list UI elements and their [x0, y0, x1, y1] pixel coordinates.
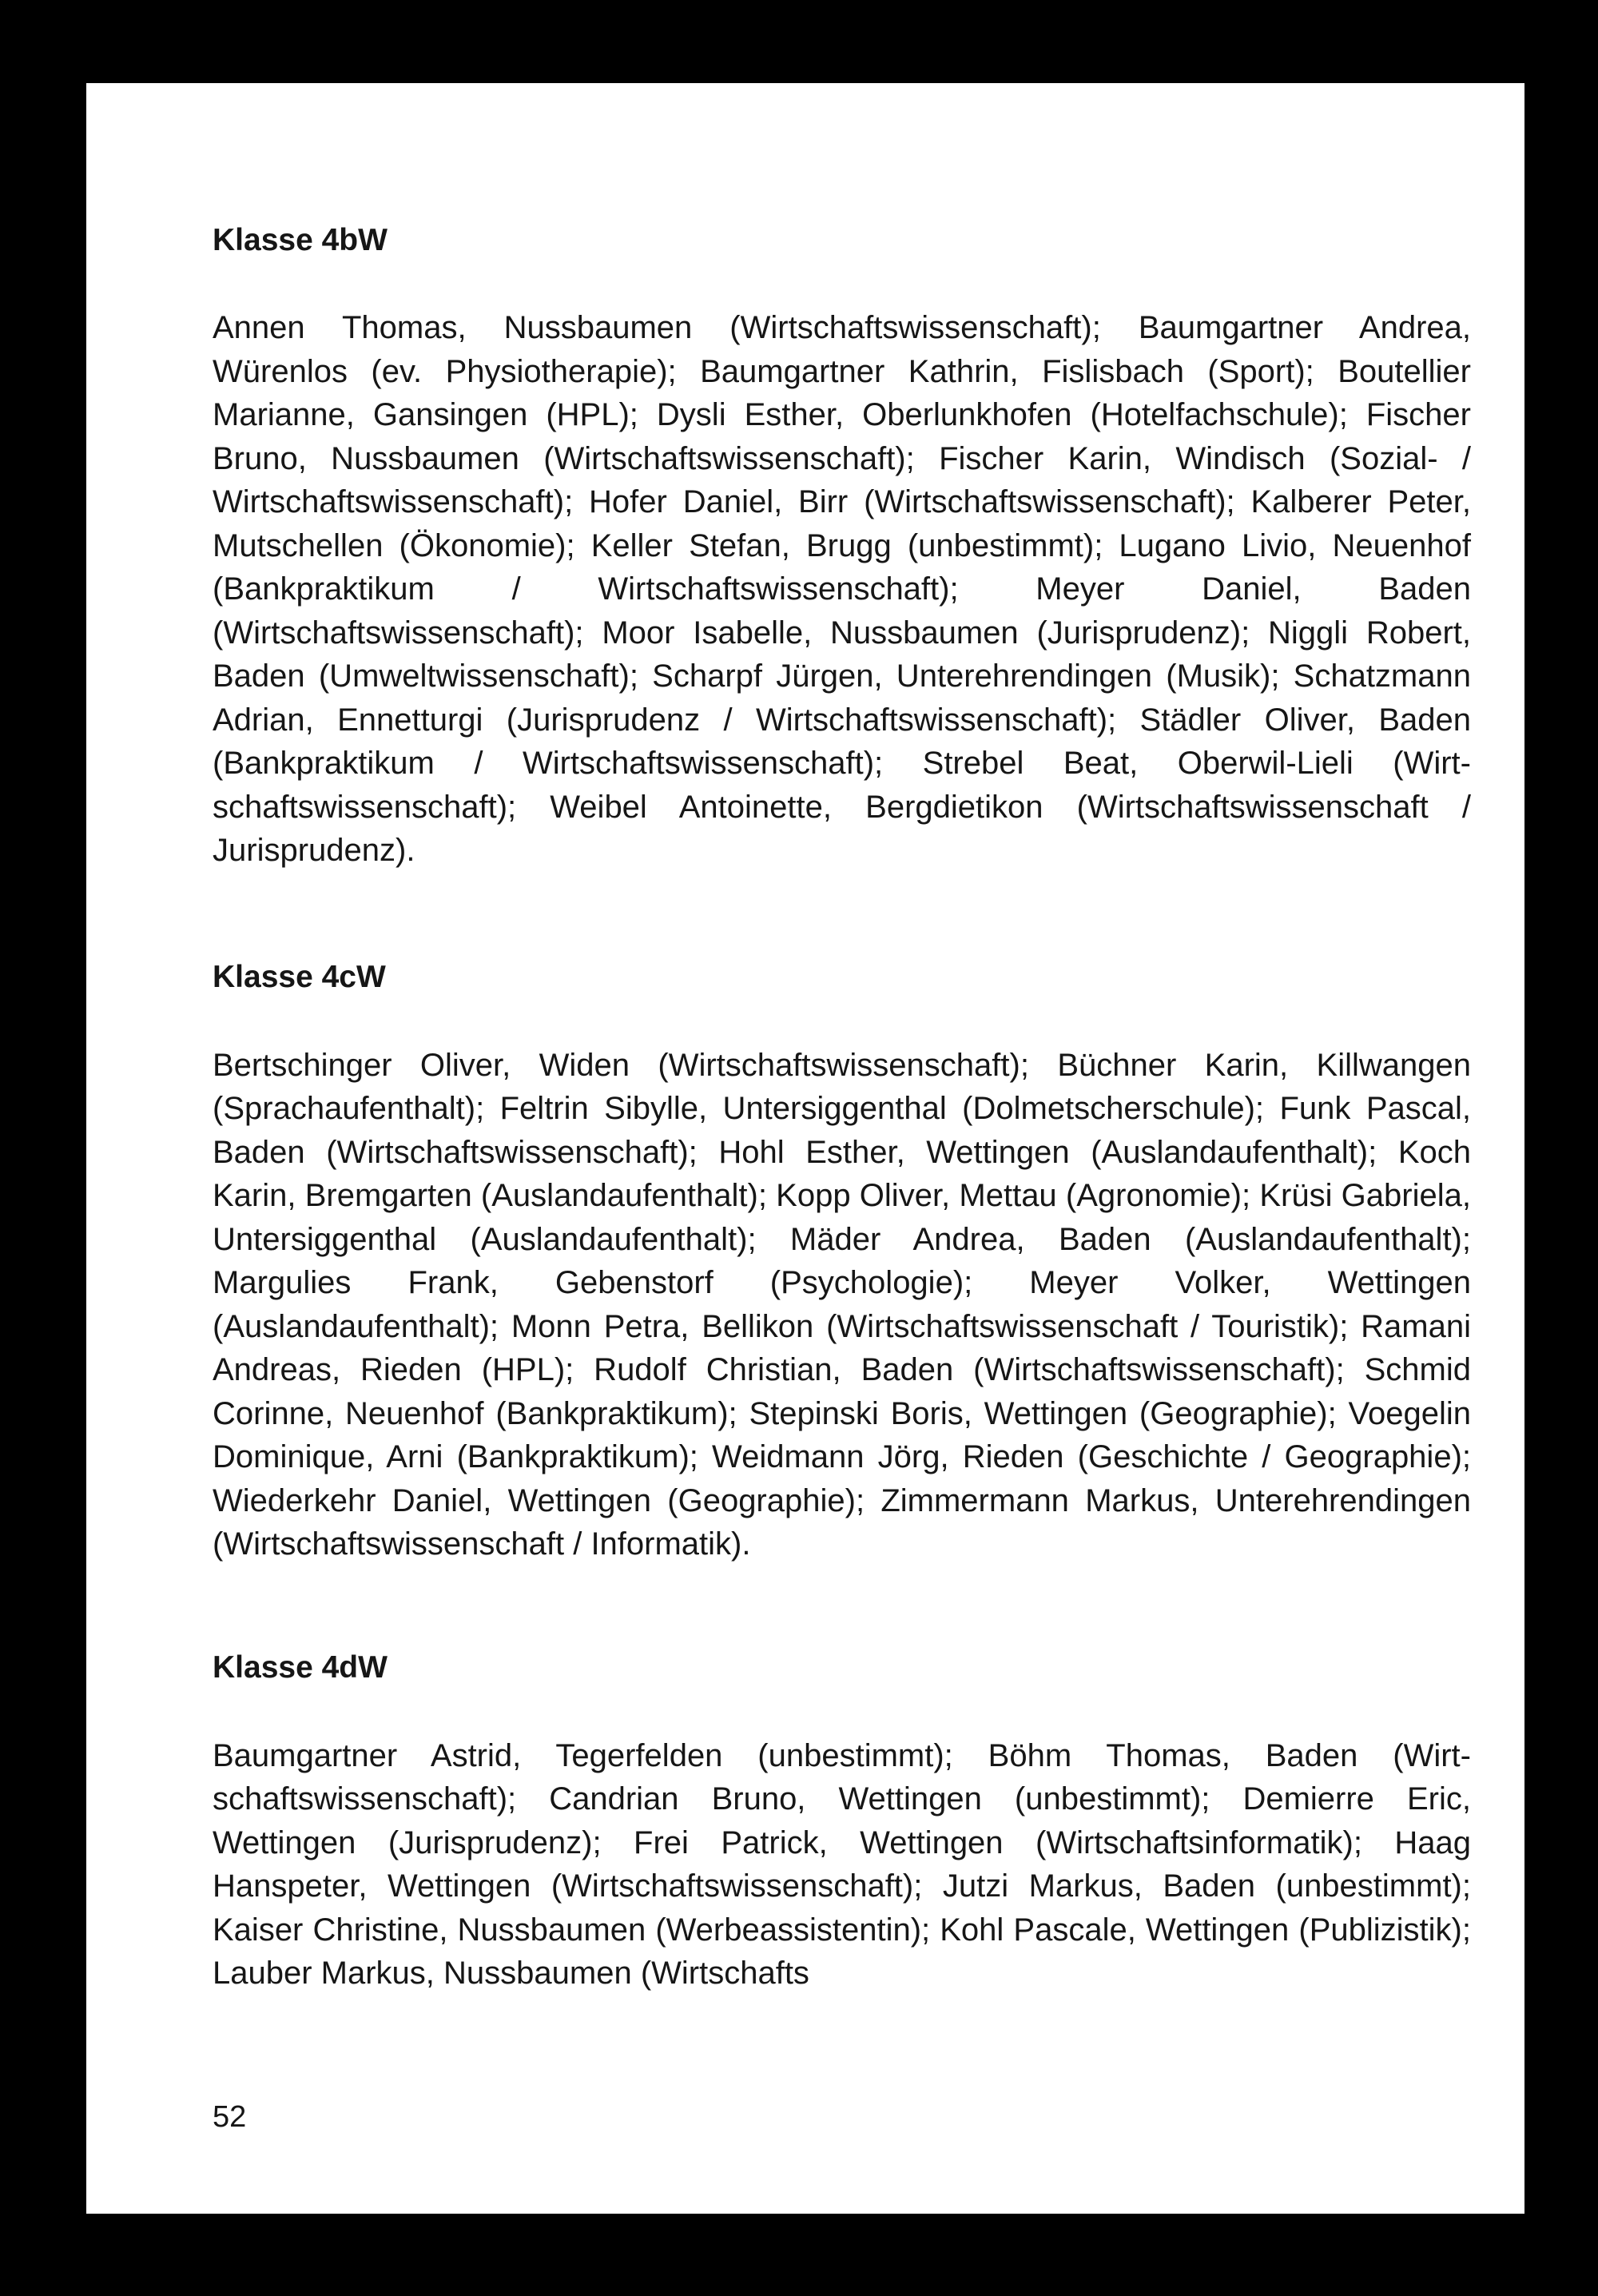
document-page [86, 83, 1524, 2214]
section-text-4cw: Bertschinger Oliver, Widen (Wirtschaftswissenschaft); Büchner Karin, Killwangen (Sprachaufenthalt); Feltrin Sibylle, Untersiggenthal (Dolmetscherschule); Funk Pascal, Baden (Wirtschaftswissenschaft); Hohl Esther, Wettingen (Auslandaufenthalt); Koch Karin, Bremgarten (Auslandaufenthalt); Kopp Oliver, Mettau (Agronomie); Krüsi Gabriela, Untersiggenthal (Auslandaufenthalt); Mäder Andrea, Baden (Auslandaufenthalt); Margulies Frank, Gebenstorf (Psychologie); Meyer Volker, Wettingen (Auslandaufenthalt); Monn Petra, Bellikon (Wirtschaftswissenschaft / Touristik); Ramani Andreas, Rieden (HPL); Rudolf Christian, Baden (Wirtschaftswissenschaft); Schmid Corinne, Neuenhof (Bankpraktikum); Stepinski Boris, Wettingen (Geographie); Voegelin Dominique, Arni (Bankpraktikum); Weidmann Jörg, Rieden (Geschichte / Geographie); Wiederkehr Daniel, Wettingen (Geographie); Zimmermann Markus, Unterehrendingen (Wirtschaftswissenschaft / Informatik). [213, 1047, 1471, 1562]
section-text-4bw: Annen Thomas, Nussbaumen (Wirtschaftswissenschaft); Baumgartner Andrea, Würenlos (ev. Physiotherapie); Baumgartner Kathrin, Fislisbach (Sport); Boutellier Marianne, Gansingen (HPL); Dysli Esther, Oberlunkhofen (Hotelfachschule); Fischer Bruno, Nussbaumen (Wirtschaftswissenschaft); Fischer Karin, Windisch (Sozial- / Wirtschaftswissenschaft); Hofer Daniel, Birr (Wirtschaftswissenschaft); Kalberer Peter, Mutschellen (Ökonomie); Keller Stefan, Brugg (unbestimmt); Lugano Livio, Neuenhof (Bankpraktikum / Wirtschaftswissenschaft); Meyer Daniel, Baden (Wirtschaftswissenschaft); Moor Isabelle, Nussbaumen (Jurisprudenz); Niggli Robert, Baden (Umweltwissenschaft); Scharpf Jürgen, Unterehrendingen (Musik); Schatzmann Adrian, Ennetturgi (Jurisprudenz / Wirtschaftswissenschaft); Städler Oliver, Baden (Bankpraktikum / Wirtschaftswissenschaft); Strebel Beat, Oberwil-Lieli (Wirtschaftswissenschaft); Weibel Antoinette, Bergdietikon (Wirtschaftswissenschaft / Jurisprudenz). [213, 310, 1471, 868]
section-heading-4dw: Klasse 4dW [213, 1649, 388, 1685]
section-heading-4bw: Klasse 4bW [213, 223, 388, 257]
page-number: 52 [213, 2100, 247, 2134]
page-content [213, 219, 1471, 1996]
section-heading-4cw: Klasse 4cW [213, 959, 386, 994]
section-text-4dw: Baumgartner Astrid, Tegerfelden (unbestimmt); Böhm Thomas, Baden (Wirtschaftswissenschaft); Candrian Bruno, Wettingen (unbestimmt); Demierre Eric, Wettingen (Jurisprudenz); Frei Patrick, Wettingen (Wirtschaftsinformatik); Haag Hanspeter, Wettingen (Wirtschaftswissenschaft); Jutzi Markus, Baden (unbestimmt); Kaiser Christine, Nussbaumen (Werbeassistentin); Kohl Pascale, Wettingen (Publizistik); Lauber Markus, Nussbaumen (Wirtschafts [213, 1737, 1471, 1991]
